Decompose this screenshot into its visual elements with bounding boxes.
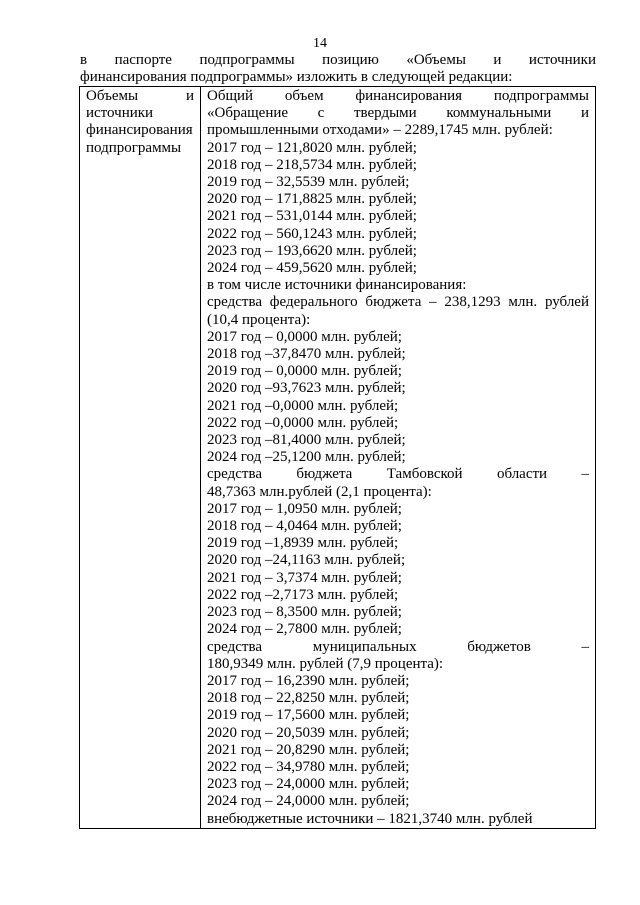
sources-intro: в том числе источники финансирования: — [207, 277, 467, 294]
year-line: 2020 год –24,1163 млн. рублей; — [207, 552, 406, 569]
intro-paragraph — [80, 52, 596, 86]
federal-line: средства федерального бюджета – 238,1293 млн. рублей — [207, 294, 589, 311]
federal-line: (10,4 процента): — [207, 311, 311, 328]
year-line: 2024 год – 459,5620 млн. рублей; — [207, 260, 417, 277]
total-line: Общий объем финансирования подпрограммы — [207, 88, 589, 104]
municipal-line: средства муниципальных бюджетов – — [207, 638, 589, 655]
label-line: Объемы и — [86, 88, 194, 104]
year-line: 2021 год – 531,0144 млн. рублей; — [207, 208, 417, 225]
year-line: 2024 год – 2,7800 млн. рублей; — [207, 621, 402, 638]
year-line: 2019 год – 0,0000 млн. рублей; — [207, 363, 402, 380]
year-line: 2017 год – 0,0000 млн. рублей; — [207, 328, 402, 345]
year-line: 2023 год –81,4000 млн. рублей; — [207, 432, 406, 449]
year-line: 2020 год – 171,8825 млн. рублей; — [207, 191, 417, 208]
year-line: 2017 год – 16,2390 млн. рублей; — [207, 672, 410, 689]
year-line: 2018 год –37,8470 млн. рублей; — [207, 346, 406, 363]
year-line: 2017 год – 121,8020 млн. рублей; — [207, 139, 417, 156]
year-line: 2017 год – 1,0950 млн. рублей; — [207, 500, 402, 517]
extrabudgetary-line: внебюджетные источники – 1821,3740 млн. рублей — [207, 810, 533, 827]
year-line: 2022 год –0,0000 млн. рублей; — [207, 414, 399, 431]
label-cell — [80, 87, 201, 829]
label-line: подпрограммы — [86, 139, 182, 156]
year-line: 2018 год – 4,0464 млн. рублей; — [207, 518, 402, 535]
municipal-line: 180,9349 млн. рублей (7,9 процента): — [207, 655, 444, 672]
year-line: 2018 год – 218,5734 млн. рублей; — [207, 156, 417, 173]
year-line: 2021 год – 3,7374 млн. рублей; — [207, 569, 402, 586]
page-number: 14 — [313, 36, 327, 51]
total-line: «Обращение с твердыми коммунальными и — [207, 105, 589, 122]
year-line: 2022 год –2,7173 млн. рублей; — [207, 586, 399, 603]
year-line: 2023 год – 193,6620 млн. рублей; — [207, 242, 417, 259]
passport-table — [79, 86, 596, 829]
content-cell — [201, 87, 596, 829]
label-line: источники — [86, 105, 154, 122]
year-line: 2023 год – 24,0000 млн. рублей; — [207, 776, 410, 793]
year-line: 2018 год – 22,8250 млн. рублей; — [207, 690, 410, 707]
table-row — [80, 87, 596, 829]
intro-line: финансирования подпрограммы» изложить в следующей редакции: — [80, 69, 513, 85]
year-line: 2019 год – 17,5600 млн. рублей; — [207, 707, 410, 724]
year-line: 2021 год – 20,8290 млн. рублей; — [207, 741, 410, 758]
year-line: 2024 год –25,1200 млн. рублей; — [207, 449, 406, 466]
label-line: финансирования — [86, 122, 193, 139]
year-line: 2024 год – 24,0000 млн. рублей; — [207, 793, 410, 810]
regional-line: средства бюджета Тамбовской области – — [207, 466, 589, 483]
year-line: 2020 год – 20,5039 млн. рублей; — [207, 724, 410, 741]
regional-line: 48,7363 млн.рублей (2,1 процента): — [207, 483, 432, 500]
year-line: 2023 год – 8,3500 млн. рублей; — [207, 604, 402, 621]
total-line: промышленными отходами» – 2289,1745 млн. рублей: — [207, 122, 553, 139]
year-line: 2021 год –0,0000 млн. рублей; — [207, 397, 399, 414]
year-line: 2020 год –93,7623 млн. рублей; — [207, 380, 406, 397]
year-line: 2022 год – 34,9780 млн. рублей; — [207, 758, 410, 775]
year-line: 2022 год – 560,1243 млн. рублей; — [207, 225, 417, 242]
intro-line: в паспорте подпрограммы позицию «Объемы и источники — [80, 52, 596, 68]
year-line: 2019 год –1,8939 млн. рублей; — [207, 535, 399, 552]
year-line: 2019 год – 32,5539 млн. рублей; — [207, 174, 410, 191]
